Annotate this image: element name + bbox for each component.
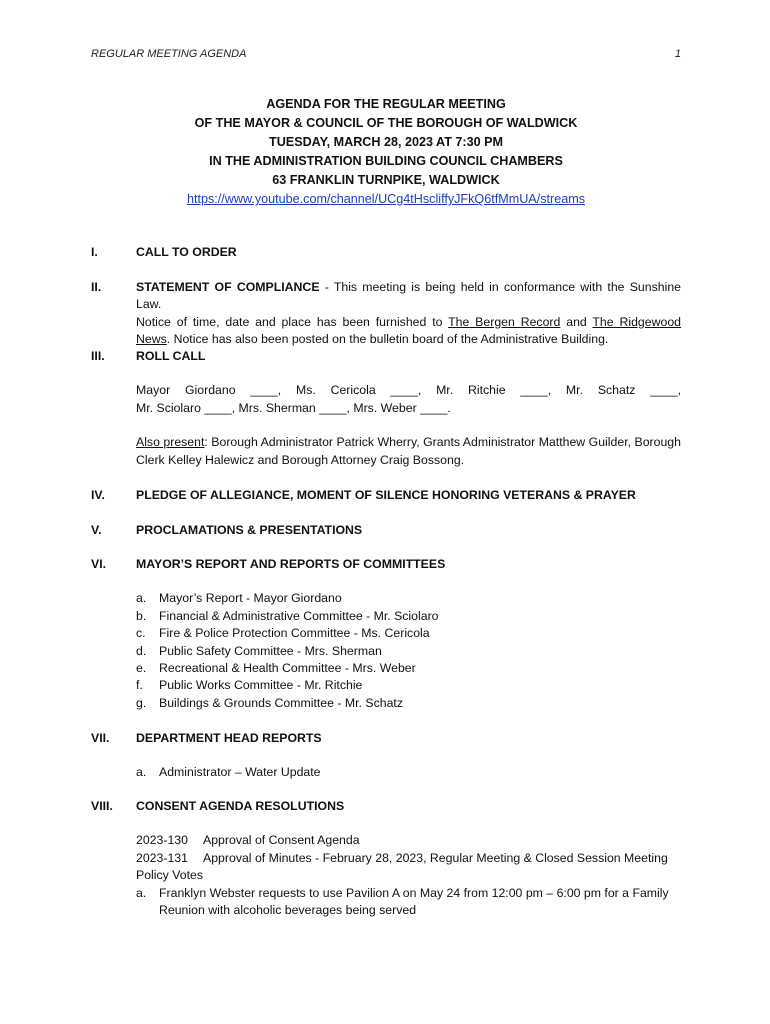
title-line-5: 63 FRANKLIN TURNPIKE, WALDWICK [272, 173, 500, 187]
list-item: c. Fire & Police Protection Committee - Ms. Cericola [136, 626, 430, 641]
policy-votes-label: Policy Votes [136, 868, 203, 883]
resolution-text: Approval of Consent Agenda [203, 833, 360, 848]
title-line-1: AGENDA FOR THE REGULAR MEETING [266, 97, 506, 111]
roll-call-line-1: Mayor Giordano ____, Ms. Cericola ____, Mr. Ritchie ____, Mr. Schatz ____, [136, 383, 681, 398]
section-statement-of-compliance [91, 279, 681, 349]
newspaper-ridgewood-news: The Ridgewood [592, 314, 681, 329]
policy-vote-list [136, 885, 681, 920]
resolution-number: 2023-130 [136, 833, 188, 848]
title-line-2: OF THE MAYOR & COUNCIL OF THE BOROUGH OF WALDWICK [194, 116, 578, 130]
section-consent-agenda [91, 798, 681, 919]
newspaper-bergen-record: The Bergen Record [448, 314, 561, 329]
section-heading: STATEMENT OF COMPLIANCE [136, 280, 320, 294]
department-report-list [136, 764, 681, 781]
section-number: IV. [91, 488, 105, 502]
section-heading: PROCLAMATIONS & PRESENTATIONS [136, 523, 363, 537]
section-number: II. [91, 280, 102, 294]
resolution-text: Approval of Minutes - February 28, 2023, Regular Meeting & Closed Session Meeting [203, 850, 668, 865]
section-heading: DEPARTMENT HEAD REPORTS [136, 731, 322, 745]
section-heading: MAYOR’S REPORT AND REPORTS OF COMMITTEES [136, 557, 446, 571]
list-item: a. Franklyn Webster requests to use Pavilion A on May 24 from 12:00 pm – 6:00 pm for a Family Reunion with alcoholic beverages being served [136, 885, 669, 918]
section-number: VII. [91, 731, 110, 745]
section-number: I. [91, 245, 98, 259]
section-call-to-order [91, 244, 681, 261]
list-item: a. Administrator – Water Update [136, 765, 321, 780]
section-number: VIII. [91, 799, 113, 813]
list-item: b. Financial & Administrative Committee - Mr. Sciolaro [136, 608, 439, 623]
agenda-title [91, 95, 681, 209]
section-committee-reports [91, 556, 681, 712]
section-number: III. [91, 349, 105, 363]
section-department-head-reports [91, 730, 681, 782]
resolution-row [136, 850, 681, 867]
also-present: Also present: Borough Administrator Patrick Wherry, Grants Administrator Matthew Guilder, Borough Clerk Kelley Halewicz and Borough Attorney Craig Bossong. [136, 435, 681, 467]
section-proclamations [91, 522, 681, 539]
running-header [91, 48, 681, 60]
committee-report-list [136, 590, 681, 712]
running-title: REGULAR MEETING AGENDA [91, 48, 247, 60]
roll-call-line-2: Mr. Sciolaro ____, Mrs. Sherman ____, Mrs. Weber ____. [136, 400, 451, 415]
resolution-row [136, 832, 681, 849]
section-heading: CALL TO ORDER [136, 245, 237, 259]
list-item: e. Recreational & Health Committee - Mrs. Weber [136, 661, 416, 676]
title-line-4: IN THE ADMINISTRATION BUILDING COUNCIL CHAMBERS [209, 154, 563, 168]
resolution-number: 2023-131 [136, 850, 188, 865]
section-heading: PLEDGE OF ALLEGIANCE, MOMENT OF SILENCE HONORING VETERANS & PRAYER [136, 488, 636, 502]
section-heading: CONSENT AGENDA RESOLUTIONS [136, 799, 345, 813]
title-line-3: TUESDAY, MARCH 28, 2023 AT 7:30 PM [269, 135, 503, 149]
section-number: V. [91, 523, 102, 537]
section-heading: ROLL CALL [136, 349, 206, 363]
newspaper-ridgewood-news-cont: News [136, 332, 167, 347]
list-item: a. Mayor’s Report - Mayor Giordano [136, 591, 342, 606]
youtube-stream-link[interactable]: https://www.youtube.com/channel/UCg4tHscliffyJFkQ6tfMmUA/streams [186, 192, 585, 206]
compliance-text: STATEMENT OF COMPLIANCE - This meeting is being held in conformance with the Sunshine Law. Notice of time, date and place has been furnished to The Bergen Record and The Ridgewood News. Notice has also been posted on the bulletin board of the Administrative Building. [136, 280, 681, 347]
list-item: f. Public Works Committee - Mr. Ritchie [136, 678, 363, 693]
list-item: d. Public Safety Committee - Mrs. Sherman [136, 643, 382, 658]
page-number: 1 [674, 48, 681, 60]
section-roll-call [91, 348, 681, 469]
list-item: g. Buildings & Grounds Committee - Mr. Schatz [136, 695, 403, 710]
section-pledge [91, 487, 681, 504]
section-number: VI. [91, 557, 107, 571]
